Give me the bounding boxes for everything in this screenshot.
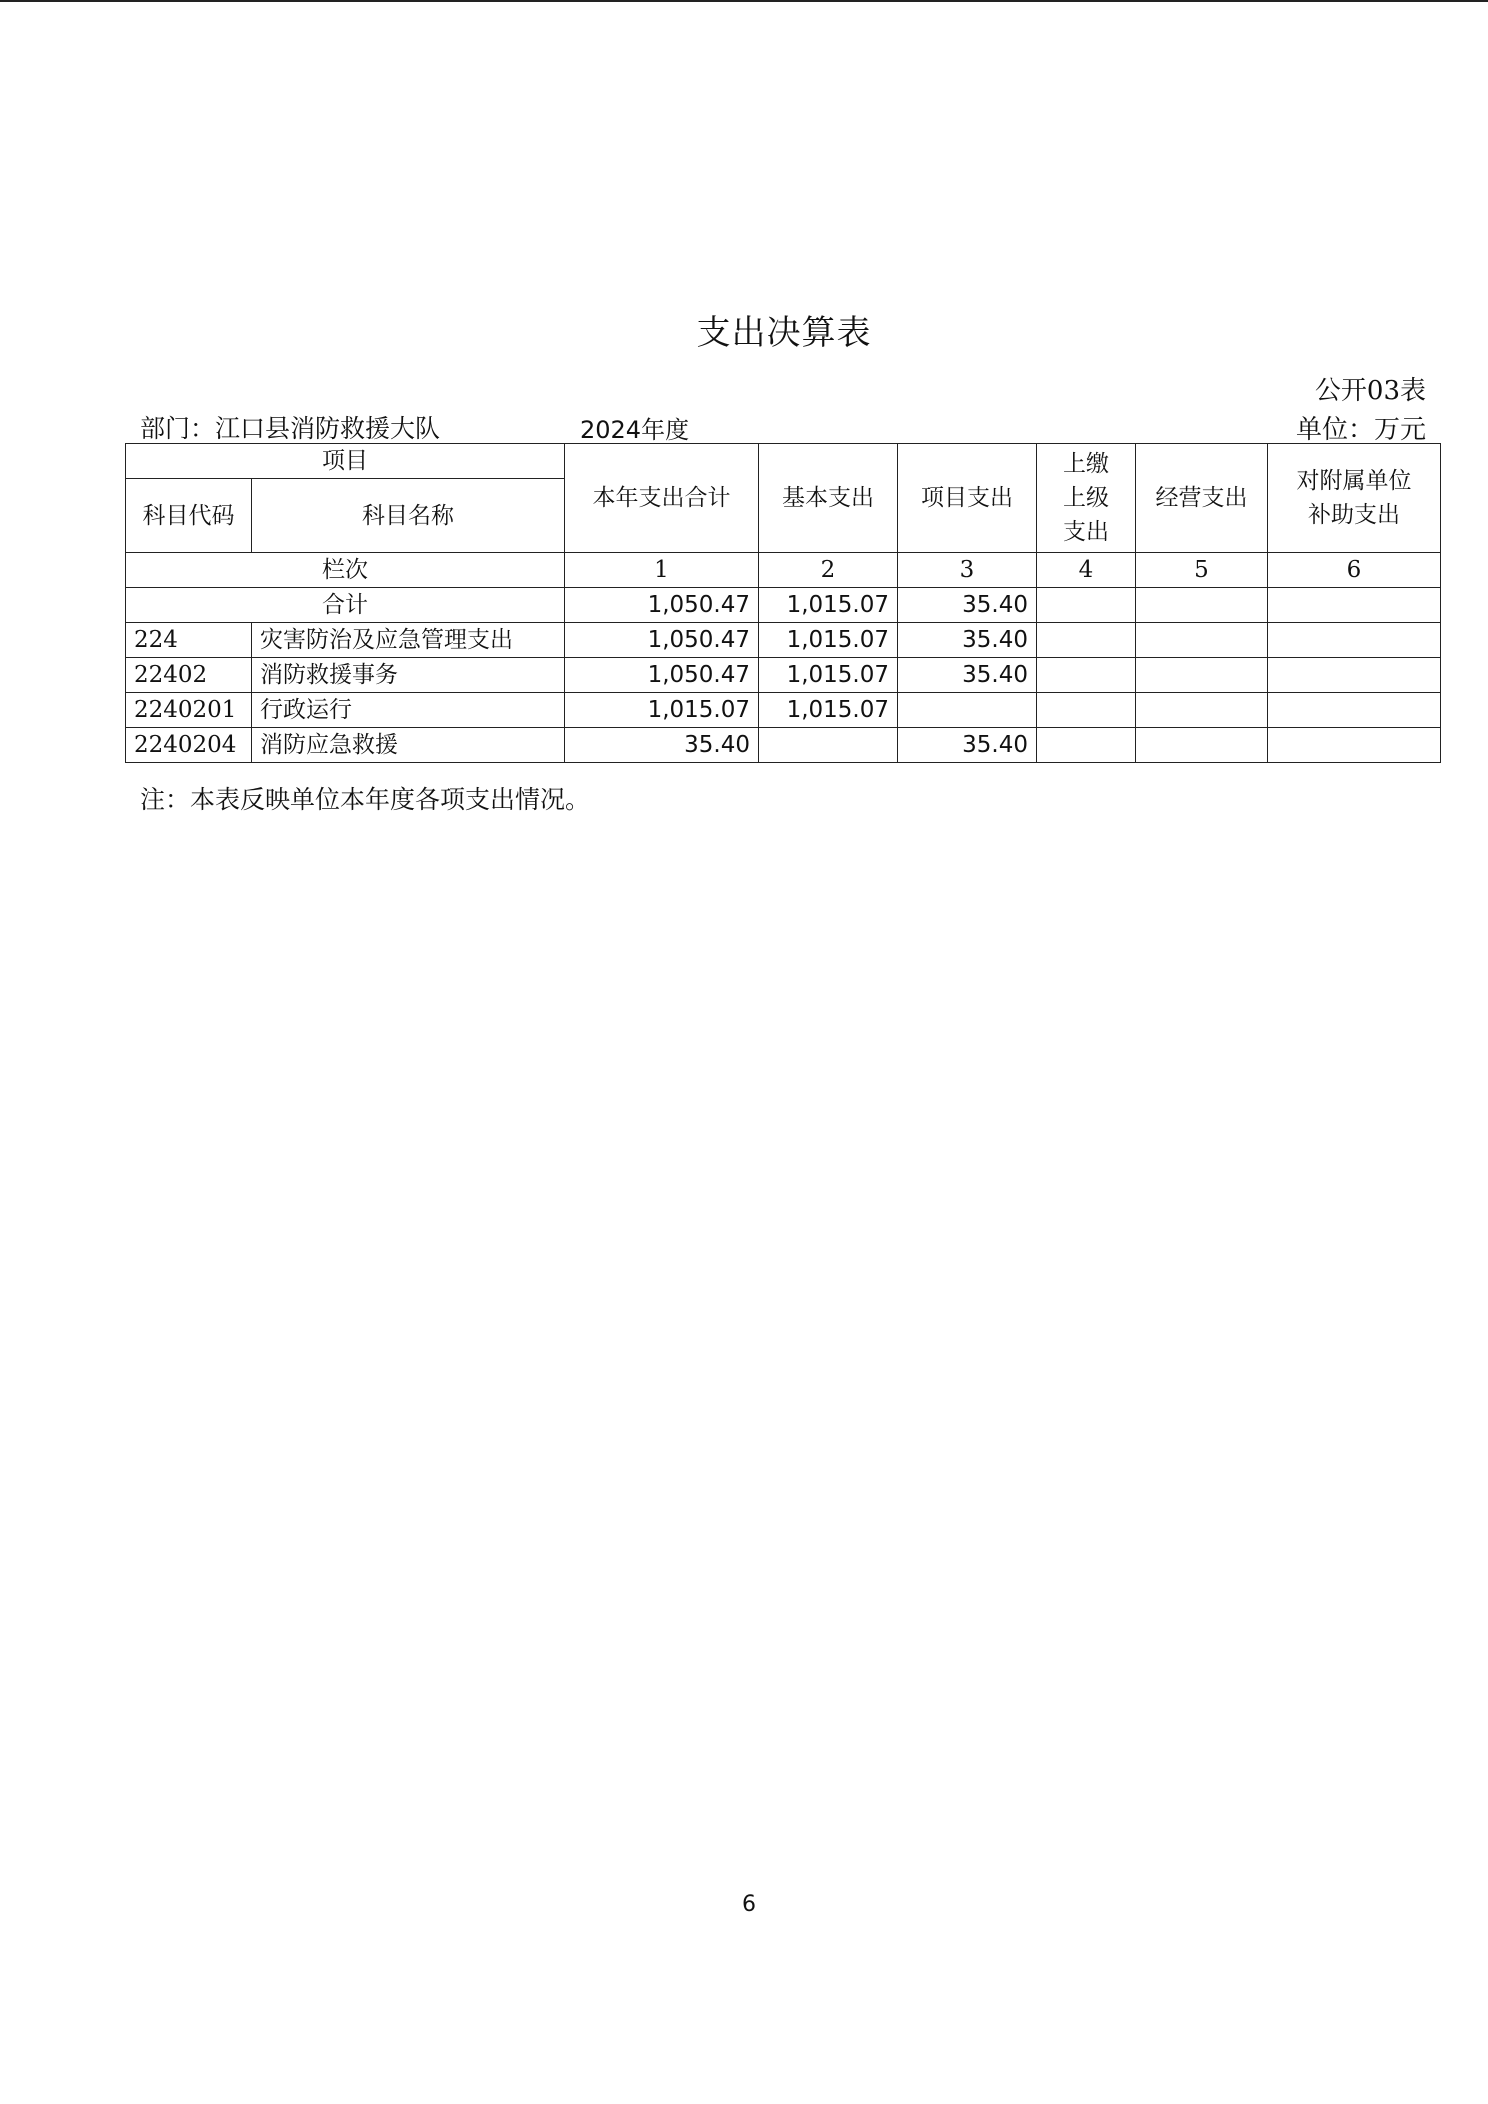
column-index-5: 5 (1136, 553, 1268, 588)
row-name: 行政运行 (252, 693, 565, 728)
row-cell-subsidy (1268, 728, 1441, 763)
row-cell-project (898, 693, 1037, 728)
row-cell-project: 35.40 (898, 728, 1037, 763)
column-index-6: 6 (1268, 553, 1441, 588)
header-project: 项目 (126, 444, 565, 479)
row-name: 消防应急救援 (252, 728, 565, 763)
table-row (126, 728, 1441, 763)
row-cell-business (1136, 693, 1268, 728)
expenditure-table (125, 443, 1441, 763)
row-code: 2240204 (126, 728, 252, 763)
row-cell-business (1136, 728, 1268, 763)
total-cell-basic: 1,015.07 (759, 588, 898, 623)
header-upper-remit (1037, 444, 1136, 553)
row-cell-business (1136, 658, 1268, 693)
department-label: 部门：江口县消防救援大队 (140, 414, 441, 443)
header-name: 科目名称 (252, 479, 565, 553)
column-index-label: 栏次 (126, 553, 565, 588)
row-name: 消防救援事务 (252, 658, 565, 693)
column-index-2: 2 (759, 553, 898, 588)
header-upper-line-3: 支出 (1063, 519, 1109, 545)
row-cell-basic: 1,015.07 (759, 693, 898, 728)
header-business: 经营支出 (1136, 444, 1268, 553)
row-cell-upper (1037, 728, 1136, 763)
table-note: 注：本表反映单位本年度各项支出情况。 (140, 785, 591, 814)
column-index-4: 4 (1037, 553, 1136, 588)
header-basic: 基本支出 (759, 444, 898, 553)
row-cell-basic: 1,015.07 (759, 623, 898, 658)
total-cell-project: 35.40 (898, 588, 1037, 623)
total-row (126, 588, 1441, 623)
row-cell-total: 1,050.47 (565, 623, 759, 658)
row-cell-basic (759, 728, 898, 763)
row-code: 2240201 (126, 693, 252, 728)
total-cell-total: 1,050.47 (565, 588, 759, 623)
row-cell-upper (1037, 623, 1136, 658)
row-cell-project: 35.40 (898, 658, 1037, 693)
row-code: 22402 (126, 658, 252, 693)
table-row (126, 693, 1441, 728)
unit-label: 单位：万元 (1295, 415, 1426, 445)
page-title: 支出决算表 (696, 313, 872, 353)
header-subsidy-line-2: 补助支出 (1308, 502, 1400, 528)
form-number: 公开03表 (1314, 376, 1426, 406)
table-row (126, 623, 1441, 658)
row-cell-total: 35.40 (565, 728, 759, 763)
row-cell-business (1136, 623, 1268, 658)
top-border-line (0, 0, 1488, 2)
header-upper-line-1: 上缴 (1063, 451, 1109, 477)
row-cell-upper (1037, 693, 1136, 728)
header-code: 科目代码 (126, 479, 252, 553)
total-label: 合计 (126, 588, 565, 623)
column-index-row (126, 553, 1441, 588)
table-row (126, 658, 1441, 693)
header-upper-line-2: 上级 (1063, 485, 1109, 511)
page-number: 6 (742, 1892, 756, 1917)
total-cell-upper (1037, 588, 1136, 623)
row-cell-total: 1,050.47 (565, 658, 759, 693)
header-subsidy (1268, 444, 1441, 553)
row-name: 灾害防治及应急管理支出 (252, 623, 565, 658)
row-cell-upper (1037, 658, 1136, 693)
row-cell-basic: 1,015.07 (759, 658, 898, 693)
header-subsidy-line-1: 对附属单位 (1296, 468, 1412, 494)
column-index-3: 3 (898, 553, 1037, 588)
row-cell-subsidy (1268, 658, 1441, 693)
fiscal-year: 2024年度 (580, 416, 690, 444)
row-cell-total: 1,015.07 (565, 693, 759, 728)
row-cell-subsidy (1268, 623, 1441, 658)
header-row-1 (126, 444, 1441, 479)
total-cell-subsidy (1268, 588, 1441, 623)
column-index-1: 1 (565, 553, 759, 588)
header-project-expenditure: 项目支出 (898, 444, 1037, 553)
header-total: 本年支出合计 (565, 444, 759, 553)
row-code: 224 (126, 623, 252, 658)
row-cell-subsidy (1268, 693, 1441, 728)
total-cell-business (1136, 588, 1268, 623)
row-cell-project: 35.40 (898, 623, 1037, 658)
